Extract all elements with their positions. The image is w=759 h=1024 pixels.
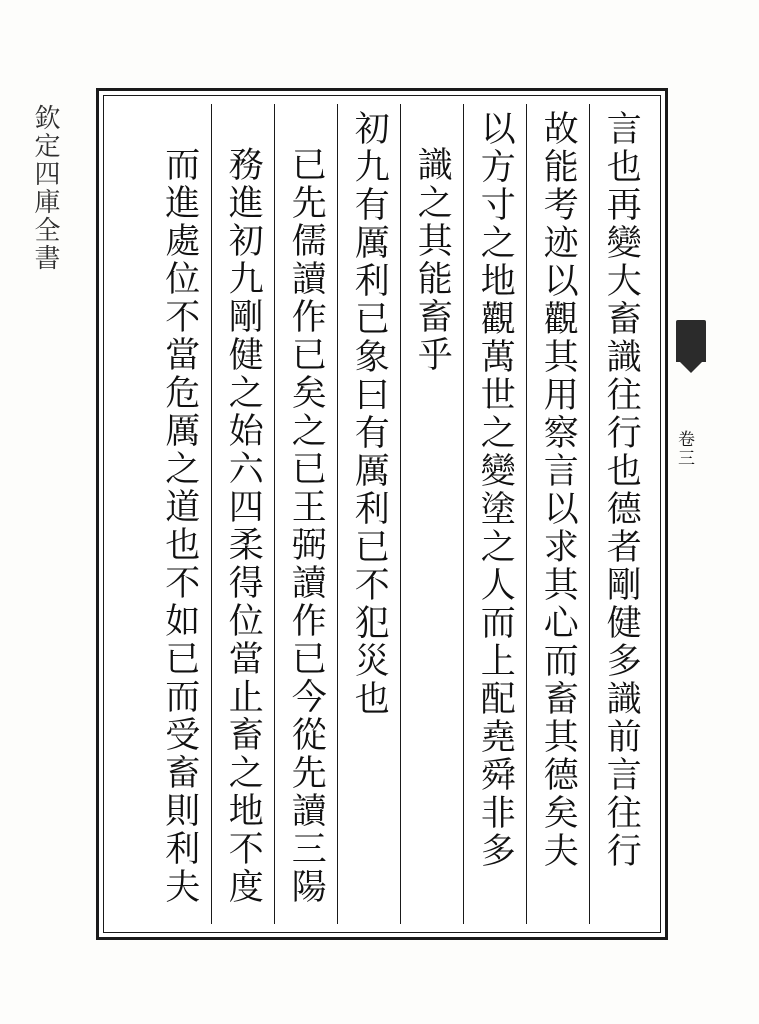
text-column <box>463 104 526 924</box>
text-column <box>400 104 463 924</box>
text-column <box>589 104 652 924</box>
banxin-volume-text: 卷三 <box>674 430 694 468</box>
fishtail-mark-icon <box>676 320 706 362</box>
column-text: 已先儒讀作已矣之已王弼讀作已今從先讀三陽 <box>286 146 327 906</box>
column-text: 初九有厲利已象曰有厲利已不犯災也 <box>349 110 390 718</box>
column-text: 以方寸之地觀萬世之變塗之人而上配堯舜非多 <box>475 110 516 870</box>
text-column <box>337 104 400 924</box>
banxin-series-title <box>27 104 81 272</box>
text-column <box>526 104 589 924</box>
text-column <box>274 104 337 924</box>
column-text: 言也再變大畜識往行也德者剛健多識前言往行 <box>601 110 642 870</box>
column-text: 識之其能畜乎 <box>412 146 453 374</box>
column-text: 故能考迹以觀其用察言以求其心而畜其德矣夫 <box>538 110 579 870</box>
text-column <box>211 104 274 924</box>
page-border-frame <box>96 88 668 940</box>
page-border-inner <box>103 95 661 933</box>
column-text: 務進初九剛健之始六四柔得位當止畜之地不度 <box>223 146 264 906</box>
column-text: 而進處位不當危厲之道也不如已而受畜則利夫 <box>159 146 200 906</box>
banxin-series-title-text: 欽定四庫全書 <box>30 104 60 272</box>
text-column-container <box>112 104 652 924</box>
banxin-volume-label <box>672 430 712 468</box>
text-column <box>148 104 211 924</box>
